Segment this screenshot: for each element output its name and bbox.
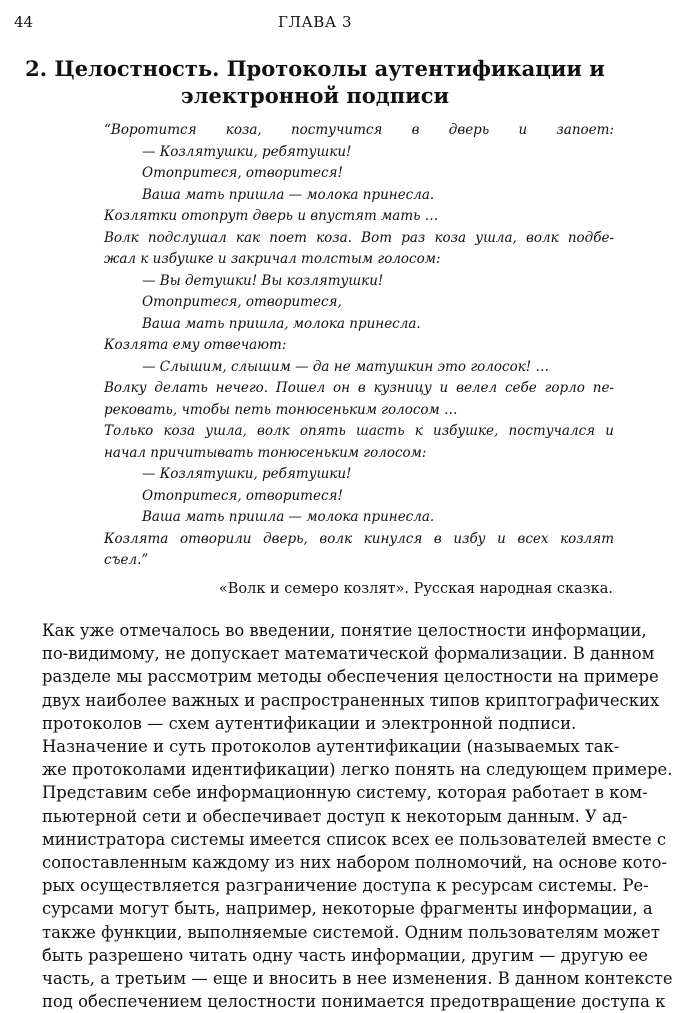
text-line: Как уже отмечалось во введении, понятие целостности информации, (42, 621, 647, 640)
epigraph-line: — Слышим, слышим — да не матушкин это голосок! … (142, 358, 549, 375)
section-title-line-2: электронной подписи (180, 83, 450, 108)
epigraph (104, 120, 614, 572)
epigraph-line: Отопритеся, отворитеся! (142, 487, 343, 504)
epigraph-line: Козлятки отопрут дверь и впустят мать … (104, 208, 439, 224)
text-line: протоколов — схем аутентификации и электронной подписи. (42, 713, 577, 733)
epigraph-line: Волк подслушал как поет коза. Вот раз коза ушла, волк подбе- (104, 229, 614, 246)
body-text (42, 619, 673, 1013)
epigraph-line: рековать, чтобы петь тонюсеньким голосом … (104, 401, 458, 418)
epigraph-line: Ваша мать пришла — молока принесла. (142, 509, 435, 525)
section-title-line-1: 2. Целостность. Протоколы аутентификации и (25, 56, 605, 81)
epigraph-line: жал к избушке и закричал толстым голосом: (104, 251, 441, 267)
epigraph-line: Отопритеся, отворитеся, (142, 294, 342, 310)
text-line: двух наиболее важных и распространенных типов криптографических (42, 690, 660, 710)
text-line: сопоставленным каждому из них набором полномочий, на основе кото- (42, 853, 668, 873)
epigraph-line: — Вы детушки! Вы козлятушки! (142, 272, 384, 289)
epigraph-line: Ваша мать пришла — молока принесла. (142, 186, 435, 203)
text-line: сурсами могут быть, например, некоторые фрагменты информации, а (42, 899, 653, 919)
epigraph-line: — Козлятушки, ребятушки! (142, 466, 352, 482)
text-line: под обеспечением целостности понимается предотвращение доступа к (42, 992, 666, 1012)
epigraph-line: Только коза ушла, волк опять шасть к избушке, постучался и (104, 423, 614, 439)
text-line: Назначение и суть протоколов аутентификации (называемых так- (42, 737, 620, 757)
epigraph-source: «Волк и семеро козлят». Русская народная сказка. (218, 581, 613, 597)
running-header (14, 12, 616, 32)
text-line: рых осуществляется разграничение доступа к ресурсам системы. Ре- (42, 876, 649, 896)
text-line: быть разрешено читать одну часть информации, другим — другую ее (42, 945, 648, 965)
text-line: также функции, выполняемые системой. Одним пользователям может (42, 922, 660, 942)
epigraph-line: — Козлятушки, ребятушки! (142, 143, 352, 160)
paragraph (42, 735, 673, 1013)
epigraph-line: Волку делать нечего. Пошел он в кузницу и велел себе горло пе- (104, 380, 614, 396)
chapter-heading: ГЛАВА 3 (277, 13, 352, 31)
paragraph (42, 619, 660, 735)
text-line: разделе мы рассмотрим методы обеспечения целостности на примере (42, 667, 659, 687)
text-line: часть, а третьим — еще и вносить в нее изменения. В данном контексте (42, 969, 673, 989)
epigraph-line: Ваша мать пришла, молока принесла. (142, 315, 421, 332)
page-number: 44 (14, 13, 34, 31)
epigraph-line: начал причитывать тонюсеньким голосом: (104, 444, 427, 461)
section-title (25, 55, 605, 109)
epigraph-line: Козлята ему отвечают: (104, 337, 287, 353)
epigraph-line: Козлята отворили дверь, волк кинулся в избу и всех козлят (104, 530, 614, 547)
epigraph-line: съел.” (104, 552, 149, 568)
text-line: Представим себе информационную систему, которая работает в ком- (42, 783, 648, 803)
epigraph-line: “Воротится коза, постучится в дверь и запоет: (104, 122, 614, 138)
text-line: же протоколами идентификации) легко понять на следующем примере. (42, 760, 673, 780)
text-line: пьютерной сети и обеспечивает доступ к некоторым данным. У ад- (42, 806, 628, 826)
epigraph-line: Отопритеся, отворитеся! (142, 165, 343, 181)
text-line: по-видимому, не допускает математической формализации. В данном (42, 644, 655, 664)
text-line: министратора системы имеется список всех ее пользователей вместе с (42, 829, 667, 849)
